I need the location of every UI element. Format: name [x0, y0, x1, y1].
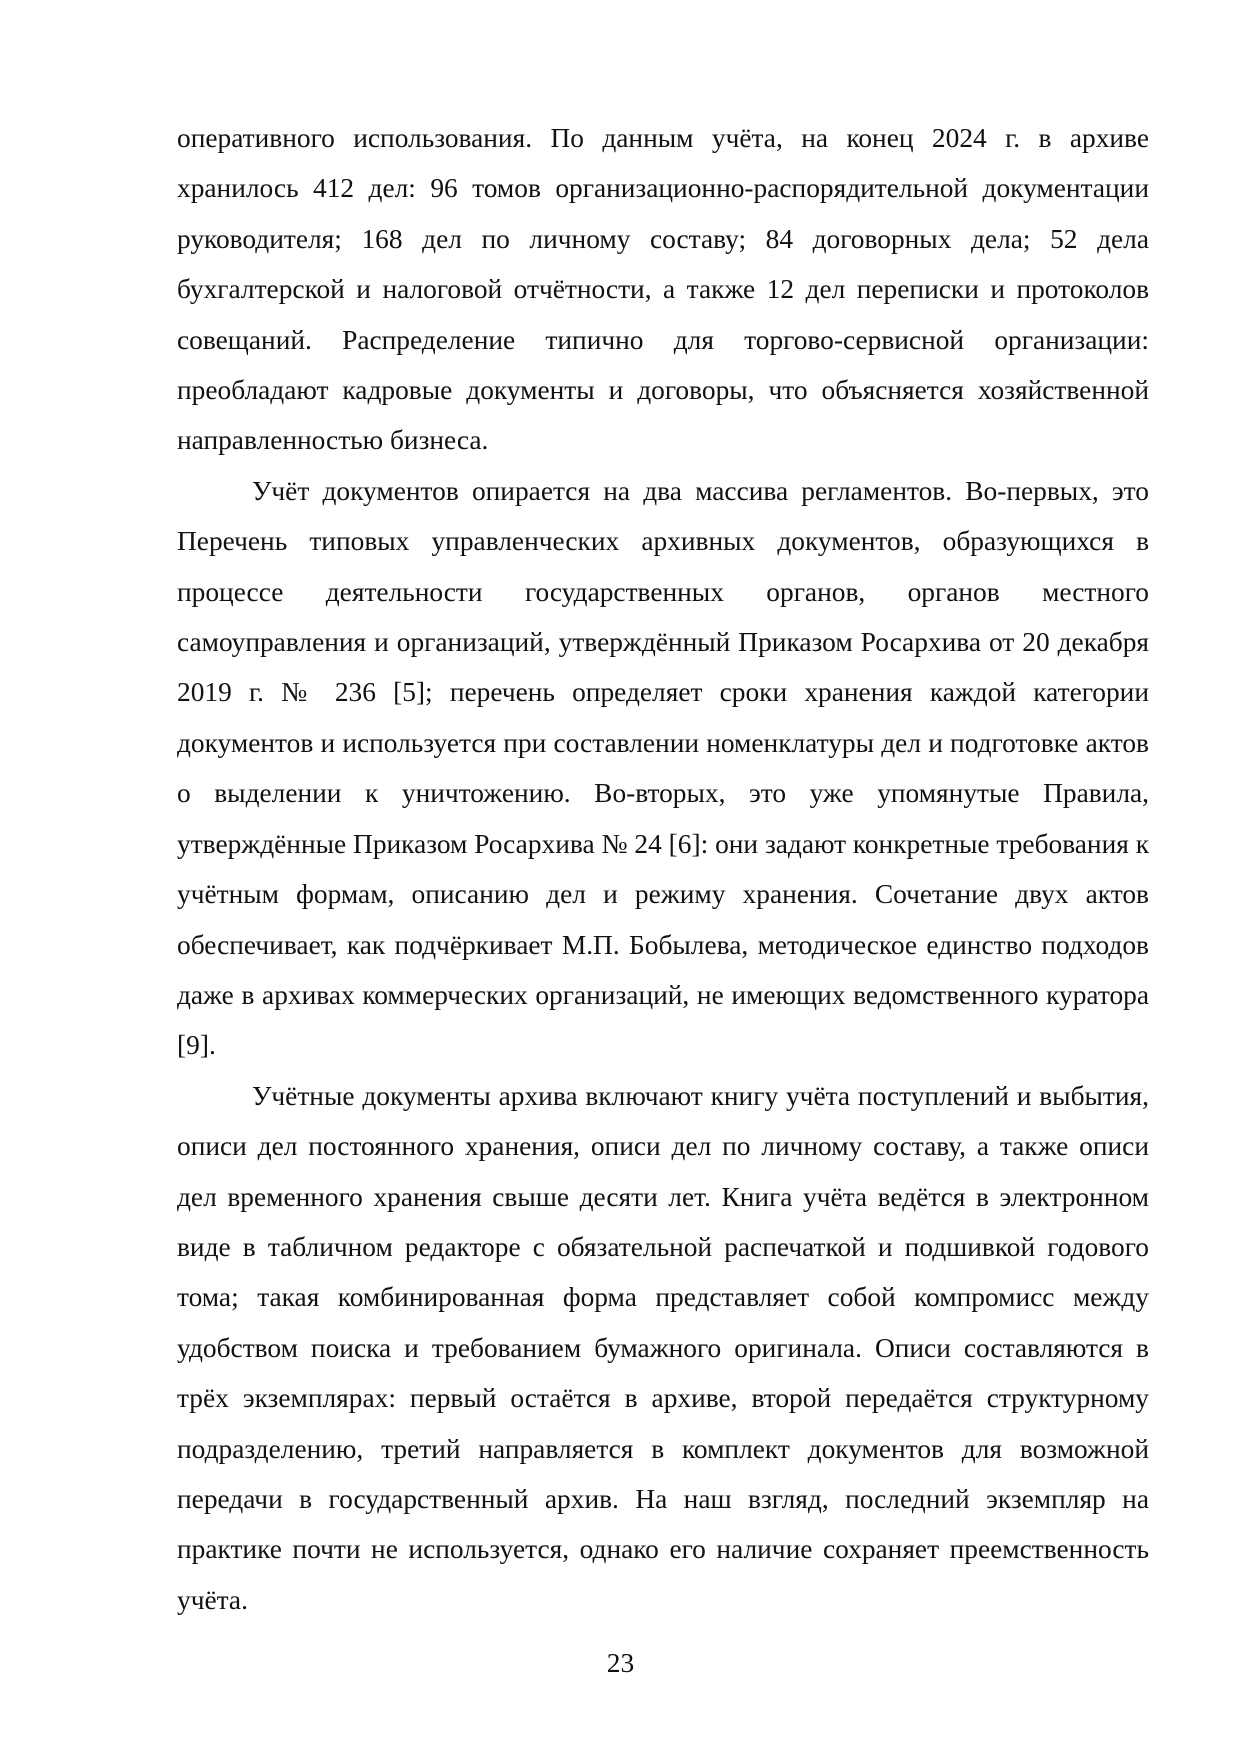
- paragraph-3: Учётные документы архива включают книгу учёта поступлений и выбытия, описи дел постоянного хранения, описи дел по личному составу, а также описи дел временного хранения свыше десяти лет. Книга учёта ведётся в электронном виде в табличном редакторе с обязательной распечаткой и подшивкой годового тома; такая комбинированная форма представляет собой компромисс между удобством поиска и требованием бумажного оригинала. Описи составляются в трёх экземплярах: первый остаётся в архиве, второй передаётся структурному подразделению, третий направляется в комплект документов для возможной передачи в государственный архив. На наш взгляд, последний экземпляр на практике почти не используется, однако его наличие сохраняет преемственность учёта.: [177, 1080, 1149, 1615]
- paragraph-1: оперативного использования. По данным учёта, на конец 2024 г. в архиве хранилось 412 дел: 96 томов организационно-распорядительной документации руководителя; 168 дел по личному составу; 84 договорных дела; 52 дела бухгалтерской и налоговой отчётности, а также 12 дел переписки и протоколов совещаний. Распределение типично для торгово-сервисной организации: преобладают кадровые документы и договоры, что объясняется хозяйственной направленностью бизнеса.: [177, 123, 1149, 456]
- page-number: 23: [606, 1648, 635, 1678]
- paragraph-2: Учёт документов опирается на два массива регламентов. Во-первых, это Перечень типовых управленческих архивных документов, образующихся в процессе деятельности государственных органов, органов местного самоуправления и организаций, утверждённый Приказом Росархива от 20 декабря 2019 г. № 236 [5]; перечень определяет сроки хранения каждой категории документов и используется при составлении номенклатуры дел и подготовке актов о выделении к уничтожению. Во-вторых, это уже упомянутые Правила, утверждённые Приказом Росархива № 24 [6]: они задают конкретные требования к учётным формам, описанию дел и режиму хранения. Сочетание двух актов обеспечивает, как подчёркивает М.П. Бобылева, методическое единство подходов даже в архивах коммерческих организаций, не имеющих ведомственного куратора [9].: [177, 475, 1149, 1061]
- body-text: [177, 113, 1149, 1625]
